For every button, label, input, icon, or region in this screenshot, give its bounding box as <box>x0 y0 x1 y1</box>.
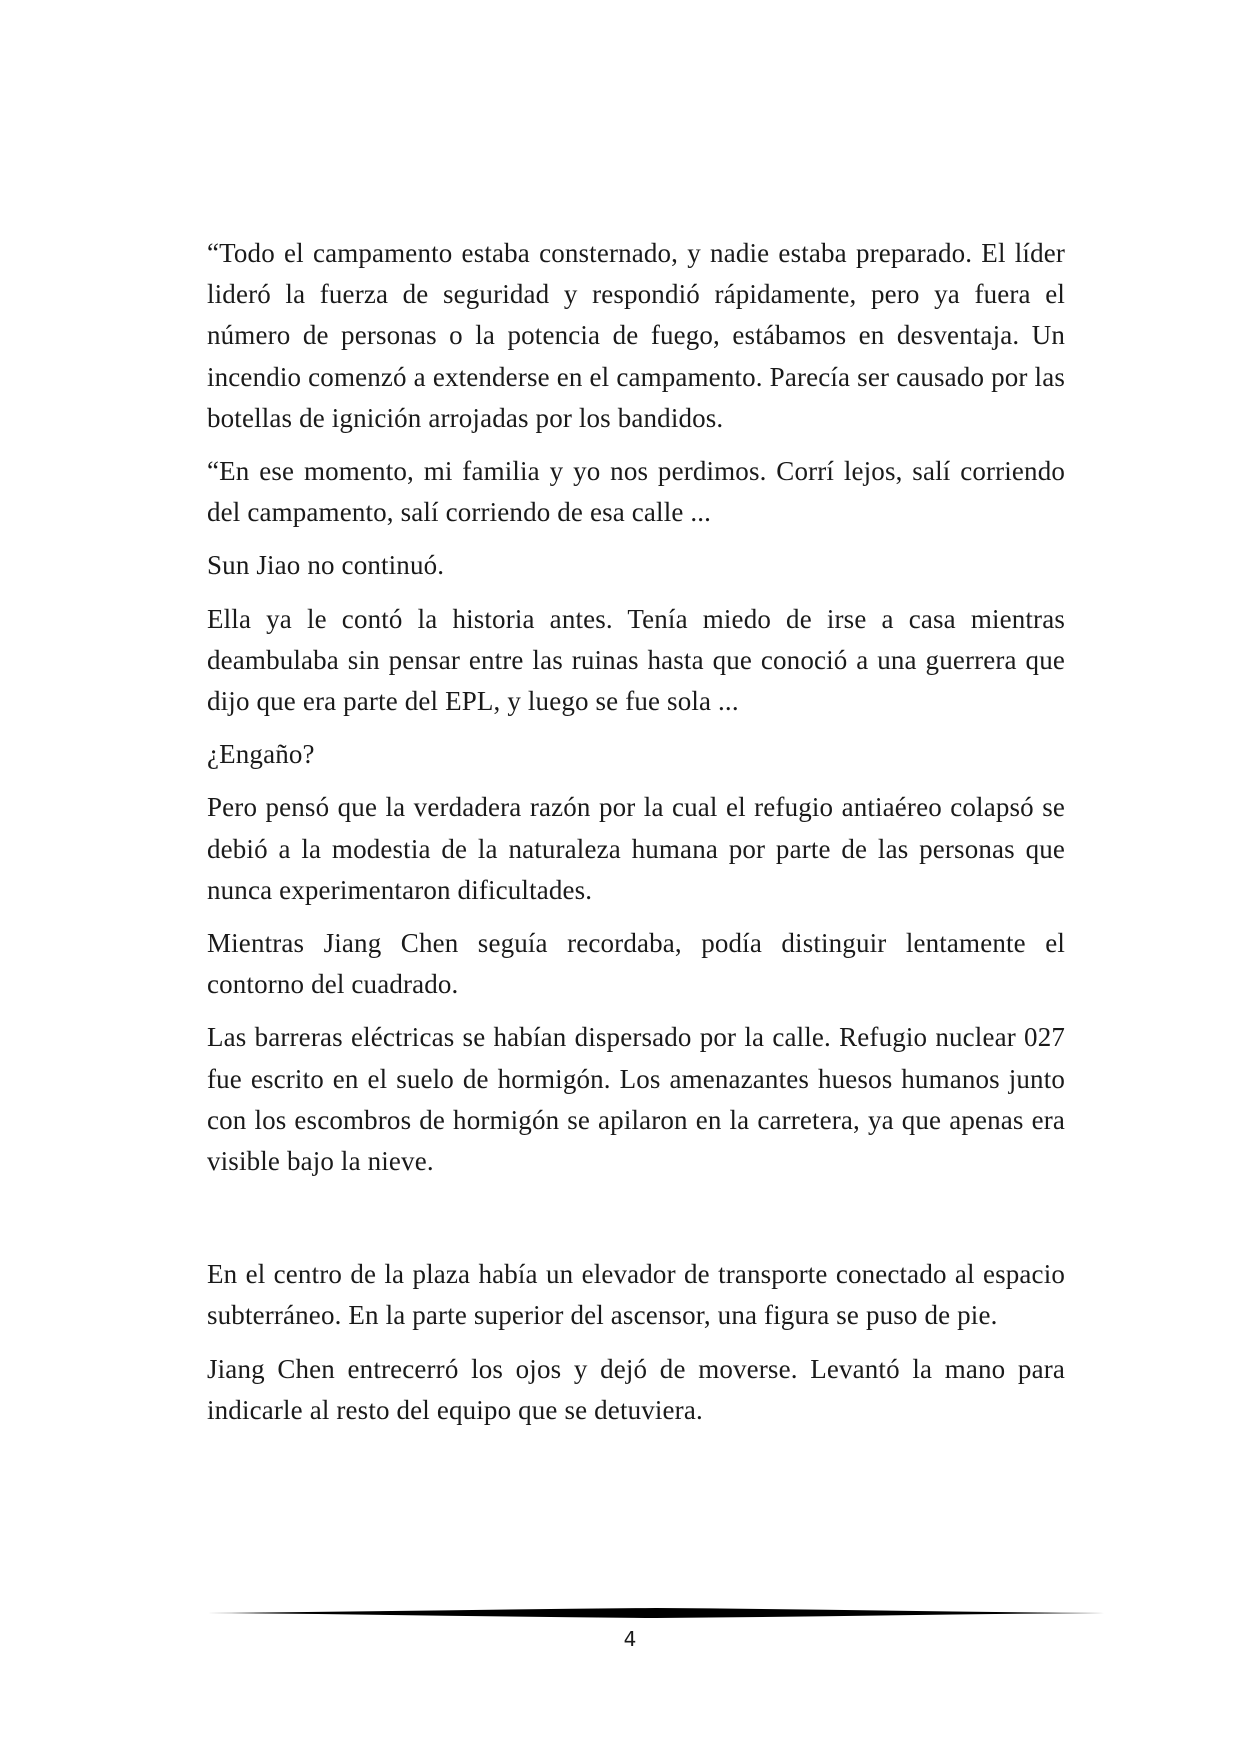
paragraph: Sun Jiao no continuó. <box>207 550 445 581</box>
paragraph: “En ese momento, mi familia y yo nos perdimos. Corrí lejos, salí corriendo del campamento, salí corriendo de esa calle ... <box>207 456 1065 528</box>
paragraph: “Todo el campamento estaba consternado, y nadie estaba preparado. El líder lideró la fuerza de seguridad y respondió rápidamente, pero ya fuera el número de personas o la potencia de fuego, estábamos en desventaja. Un incendio comenzó a extenderse en el campamento. Parecía ser causado por las botellas de ignición arrojadas por los bandidos. <box>207 238 1065 433</box>
paragraph: Pero pensó que la verdadera razón por la cual el refugio antiaéreo colapsó se debió a la modestia de la naturaleza humana por parte de las personas que nunca experimentaron dificultades. <box>207 792 1065 905</box>
paragraph: Las barreras eléctricas se habían dispersado por la calle. Refugio nuclear 027 fue escrito en el suelo de hormigón. Los amenazantes huesos humanos junto con los escombros de hormigón se apilaron en la carretera, ya que apenas era visible bajo la nieve. <box>207 1022 1065 1177</box>
paragraph: En el centro de la plaza había un elevador de transporte conectado al espacio subterráneo. En la parte superior del ascensor, una figura se puso de pie. <box>207 1259 1065 1331</box>
page-number: 4 <box>623 1627 637 1651</box>
body-text <box>207 233 1065 1443</box>
paragraph: ¿Engaño? <box>207 739 315 770</box>
section-gap <box>207 1194 1065 1254</box>
paragraph: Ella ya le contó la historia antes. Tenía miedo de irse a casa mientras deambulaba sin pensar entre las ruinas hasta que conoció a una guerrera que dijo que era parte del EPL, y luego se fue sola ... <box>207 603 1065 717</box>
footer-divider <box>207 1607 1105 1619</box>
paragraph: Mientras Jiang Chen seguía recordaba, podía distinguir lentamente el contorno del cuadrado. <box>207 928 1065 1000</box>
paragraph: Jiang Chen entrecerró los ojos y dejó de moverse. Levantó la mano para indicarle al resto del equipo que se detuviera. <box>207 1353 1065 1425</box>
